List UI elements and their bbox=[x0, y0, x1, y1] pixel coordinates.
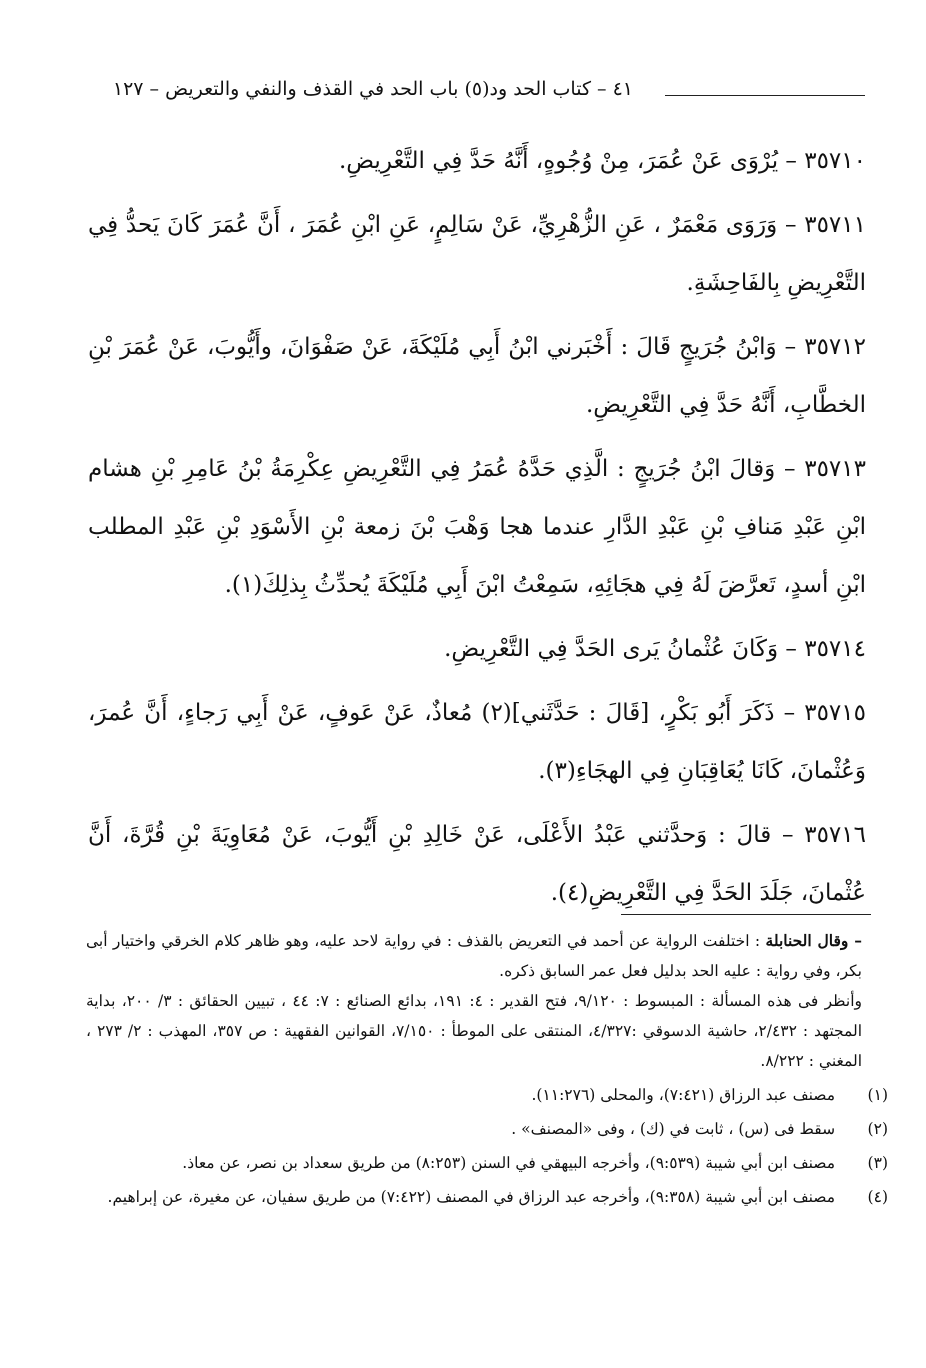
running-header bbox=[95, 74, 865, 114]
hadith-paragraph: ٣٥٧١٢ – وَابْنُ جُرَيجٍ قَالَ : أَخْبَرني ابْنُ أَبِي مُلَيْكَةَ، عَنْ صَفْوَانَ، وأَيُّوبَ، عَنْ عُمَرَ بْنِ الخطَّابِ، أَنَّهُ حَدَّ فِي التَّعْرِيضِ. bbox=[88, 334, 866, 418]
footnote-4 bbox=[86, 1182, 888, 1212]
main-text bbox=[88, 132, 866, 928]
running-title: ٤١ – كتاب الحد ود(٥) باب الحد في القذف والنفي والتعريض – ١٢٧ bbox=[112, 78, 633, 100]
footnote-number: (٢) bbox=[867, 1120, 888, 1138]
header-rule bbox=[665, 95, 865, 96]
hadith-paragraph: ٣٥٧١٤ – وَكَانَ عُثْمانُ يَرى الحَدَّ فِي التَّعْرِيضِ. bbox=[444, 636, 866, 662]
footnote-text: مصنف ابن أبي شيبة (٩:٣٥٨)، وأخرجه عبد الرزاق في المصنف (٧:٤٢٢) من طريق سفيان، عن مغيرة، عن إبراهيم. bbox=[107, 1188, 836, 1206]
footnote-2 bbox=[86, 1114, 888, 1144]
hadith-paragraph: ٣٥٧١٦ – قالَ : وَحدَّثني عَبْدُ الأَعْلَى، عَنْ خَالِدِ بْنِ أَيُّوبَ، عَنْ مُعَاوِيَةَ بْنِ قُرَّةَ، أَنَّ عُثْمانَ، جَلَدَ الحَدَّ فِي التَّعْرِيضِ(٤). bbox=[88, 822, 866, 906]
footnote-number: (١) bbox=[867, 1086, 888, 1104]
hadith-paragraph: ٣٥٧١٣ – وَقالَ ابْنُ جُرَيجٍ : الَّذِي حَدَّهُ عُمَرُ فِي التَّعْرِيضِ عِكْرِمَةُ بْنُ عَامِرِ بْنِ هشام ابْنِ عَبْدِ مَنافِ بْنِ عَبْدِ الدَّارِ عندما هجا وَهْبَ بْنَ زمعة بْنِ الأَسْوَدِ بْنِ عَبْدِ المطلب ابْنِ أسدٍ، تَعرَّضَ لَهُ فِي هجَائِهِ، سَمِعْتُ ابْنَ أَبِي مُلَيْكَةَ يُحدِّثُ بِذلِكَ(١). bbox=[88, 456, 866, 598]
footnote-number: (٤) bbox=[867, 1188, 888, 1206]
references-note: وأنظر فى هذه المسألة : المبسوط : ٩/١٢٠، فتح القدير : ٤: ١٩١، بدائع الصنائع : ٧: ٤٤ ، تبيين الحقائق : ٣/ ٢٠٠، بداية المجتهد : ٢/٤٣٢، حاشية الدسوقي :٤/٣٢٧، المنتقى على الموطأ : ٧/١٥٠، القوانين الفقهية : ص ٣٥٧، المهذب : ٢/ ٢٧٣ ، المغني : ٨/٢٢٢. bbox=[86, 992, 863, 1070]
hanabila-label: – وقال الحنابلة bbox=[765, 931, 862, 950]
footnote-text: مصنف عبد الرزاق (٧:٤٢١)، والمحلى (١١:٢٧٦). bbox=[531, 1086, 836, 1104]
footnote-1 bbox=[86, 1080, 888, 1110]
hadith-paragraph: ٣٥٧١٠ – يُرْوَى عَنْ عُمَرَ، مِنْ وُجُوهٍ، أَنَّهُ حَدَّ فِي التَّعْرِيضِ. bbox=[338, 148, 866, 174]
hadith-paragraph: ٣٥٧١١ – وَرَوَى مَعْمَرٌ ، عَنِ الزُّهْرِيِّ، عَنْ سَالِمٍ، عَنِ ابْنِ عُمَرَ ، أَنَّ عُمَرَ كَانَ يَحدُّ فِي التَّعْرِيضِ بِالفَاحِشَةِ. bbox=[88, 212, 866, 296]
footnote-number: (٣) bbox=[867, 1154, 888, 1172]
hanabila-text: : اختلفت الرواية عن أحمد في التعريض بالقذف : في رواية لاحد عليه، وهو ظاهر كلام الخرقي واختيار أبى بكر، وفي رواية : عليه الحد بدليل فعل عمر السابق ذكره. bbox=[86, 932, 862, 980]
footnote-text: مصنف ابن أبي شيبة (٩:٥٣٩)، وأخرجه البيهقي في السنن (٨:٢٥٣) من طريق سعداد بن نصر، عن معاذ. bbox=[182, 1154, 836, 1172]
footnote-text: سقط فى (س) ، ثابت في (ك) ، وفى «المصنف» . bbox=[511, 1120, 836, 1138]
footnotes-section bbox=[86, 926, 888, 1212]
footnote-3 bbox=[86, 1148, 888, 1178]
hanabila-note bbox=[86, 926, 862, 986]
hadith-paragraph: ٣٥٧١٥ – ذَكَرَ أَبُو بَكْرٍ، [قَالَ : حَدَّثَني](٢) مُعاذٌ، عَنْ عَوفٍ، عَنْ أَبِي رَجاءٍ، أَنَّ عُمرَ، وَعُثْمانَ، كَانَا يُعَاقِبَانِ فِي الهجَاءِ(٣). bbox=[88, 700, 866, 784]
footnote-separator bbox=[621, 914, 871, 915]
